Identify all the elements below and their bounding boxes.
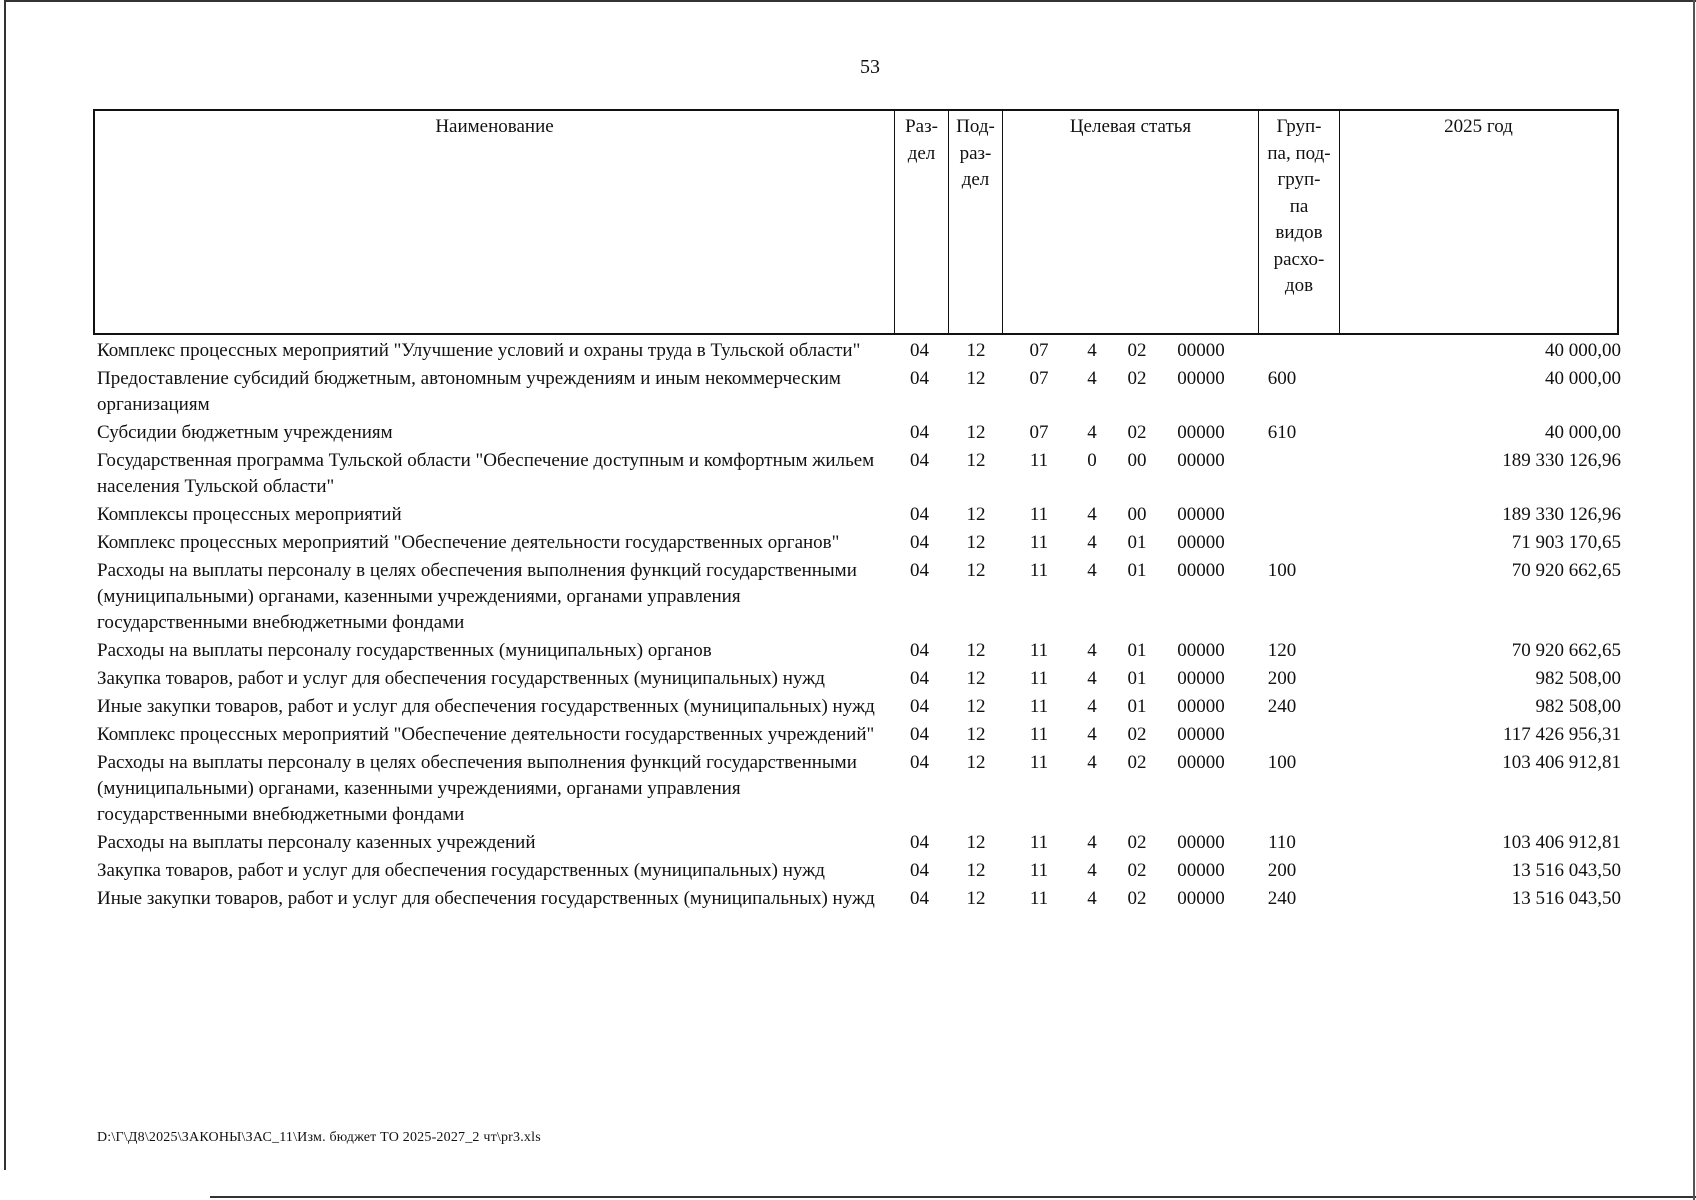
row-target-4: 00000	[1177, 860, 1225, 881]
row-amount: 103 406 912,81	[1502, 752, 1621, 773]
row-amount: 40 000,00	[1545, 368, 1621, 389]
file-path-footer: D:\Г\Д8\2025\ЗАКОНЫ\ЗАС_11\Изм. бюджет ТО 2025-2027_2 чт\pr3.xls	[97, 1130, 541, 1145]
header-expense-group: Груп- па, под- груп- па видов расхо- дов	[1259, 111, 1340, 333]
row-group: 110	[1268, 832, 1296, 853]
row-target-2: 4	[1087, 832, 1097, 853]
table-row	[97, 502, 1621, 528]
row-amount: 117 426 956,31	[1502, 724, 1621, 745]
row-amount: 982 508,00	[1535, 668, 1621, 689]
table-row	[97, 420, 1621, 446]
row-group	[1244, 530, 1320, 556]
row-podrazdel: 12	[966, 888, 986, 909]
row-group: 200	[1267, 860, 1297, 881]
row-name: Иные закупки товаров, работ и услуг для обеспечения государственных (муниципальных) нужд	[97, 888, 875, 909]
row-group: 610	[1267, 422, 1297, 443]
row-name: Закупка товаров, работ и услуг для обеспечения государственных (муниципальных) нужд	[97, 860, 825, 881]
row-podrazdel: 12	[966, 832, 986, 853]
row-podrazdel: 12	[966, 340, 986, 361]
row-target-2: 4	[1087, 422, 1097, 443]
row-target-3: 01	[1127, 532, 1147, 553]
row-target-4: 00000	[1177, 368, 1225, 389]
row-group: 600	[1267, 368, 1297, 389]
row-target-2: 4	[1087, 860, 1097, 881]
row-target-4: 00000	[1177, 696, 1225, 717]
table-row	[97, 558, 1621, 636]
row-target-4: 00000	[1177, 832, 1225, 853]
row-target-2: 4	[1087, 368, 1097, 389]
row-podrazdel: 12	[966, 368, 986, 389]
row-target-4: 00000	[1177, 888, 1225, 909]
row-target-1: 11	[1029, 640, 1049, 661]
row-target-3: 00	[1127, 450, 1147, 471]
row-razdel: 04	[910, 724, 929, 745]
row-podrazdel: 12	[966, 860, 986, 881]
row-target-2: 4	[1087, 888, 1097, 909]
row-target-1: 11	[1029, 560, 1049, 581]
row-target-4: 00000	[1177, 504, 1225, 525]
table-row	[97, 448, 1621, 500]
row-amount: 13 516 043,50	[1511, 888, 1621, 909]
row-target-4: 00000	[1177, 752, 1225, 773]
row-target-2: 4	[1087, 504, 1097, 525]
row-target-1: 11	[1029, 752, 1049, 773]
row-razdel: 04	[910, 532, 929, 553]
row-target-4: 00000	[1177, 668, 1225, 689]
table-row	[97, 750, 1621, 828]
table-row	[97, 830, 1621, 856]
row-group: 240	[1267, 696, 1297, 717]
row-target-3: 02	[1127, 832, 1147, 853]
row-target-2: 4	[1087, 668, 1097, 689]
row-target-3: 02	[1127, 724, 1147, 745]
row-podrazdel: 12	[966, 668, 986, 689]
scan-border-left	[4, 0, 6, 1170]
row-name: Субсидии бюджетным учреждениям	[97, 422, 393, 443]
row-razdel: 04	[910, 560, 929, 581]
row-target-3: 01	[1127, 696, 1147, 717]
row-razdel: 04	[910, 832, 929, 853]
row-target-2: 4	[1087, 340, 1097, 361]
row-amount: 103 406 912,81	[1502, 832, 1621, 853]
row-target-1: 11	[1029, 504, 1049, 525]
row-target-3: 02	[1127, 752, 1147, 773]
page-number: 53	[860, 56, 880, 78]
row-target-3: 02	[1127, 340, 1147, 361]
row-group: 240	[1267, 888, 1297, 909]
table-row	[97, 338, 1621, 364]
scan-border-top	[4, 0, 1696, 2]
row-group: 120	[1267, 640, 1297, 661]
header-razdel: Раз- дел	[895, 111, 949, 333]
row-name: Расходы на выплаты персоналу казенных учреждений	[97, 832, 536, 853]
budget-table-body	[97, 338, 1621, 914]
row-target-2: 4	[1087, 752, 1097, 773]
row-group	[1244, 338, 1320, 364]
row-amount: 189 330 126,96	[1502, 504, 1621, 525]
row-target-2: 4	[1087, 724, 1097, 745]
header-podrazdel: Под- раз- дел	[949, 111, 1003, 333]
row-target-1: 11	[1029, 532, 1049, 553]
row-group	[1244, 722, 1320, 748]
row-target-1: 11	[1029, 450, 1049, 471]
row-razdel: 04	[910, 450, 929, 471]
row-target-3: 02	[1127, 368, 1147, 389]
row-group: 200	[1267, 668, 1297, 689]
row-target-1: 11	[1029, 832, 1049, 853]
row-podrazdel: 12	[966, 422, 986, 443]
row-name: Закупка товаров, работ и услуг для обеспечения государственных (муниципальных) нужд	[97, 668, 825, 689]
row-name: Комплекс процессных мероприятий "Улучшение условий и охраны труда в Тульской области"	[97, 340, 861, 361]
row-name: Комплексы процессных мероприятий	[97, 504, 402, 525]
table-header	[93, 109, 1619, 335]
row-group: 100	[1267, 752, 1297, 773]
row-name: Расходы на выплаты персоналу государственных (муниципальных) органов	[97, 640, 712, 661]
row-group	[1244, 502, 1320, 528]
row-target-3: 00	[1127, 504, 1147, 525]
row-amount: 189 330 126,96	[1502, 450, 1621, 471]
row-target-2: 4	[1087, 640, 1097, 661]
row-razdel: 04	[910, 340, 929, 361]
table-row	[97, 666, 1621, 692]
scan-border-right	[1693, 0, 1695, 1200]
row-target-3: 02	[1127, 888, 1147, 909]
row-target-4: 00000	[1177, 640, 1225, 661]
row-razdel: 04	[910, 422, 929, 443]
row-razdel: 04	[910, 860, 929, 881]
table-row	[97, 858, 1621, 884]
row-amount: 71 903 170,65	[1511, 532, 1621, 553]
row-target-1: 07	[1029, 422, 1049, 443]
row-target-1: 07	[1029, 368, 1049, 389]
table-row	[97, 530, 1621, 556]
row-amount: 70 920 662,65	[1511, 560, 1621, 581]
row-target-3: 01	[1127, 560, 1147, 581]
header-name: Наименование	[95, 111, 895, 333]
row-target-4: 00000	[1177, 724, 1225, 745]
row-name: Предоставление субсидий бюджетным, автономным учреждениям и иным некоммерческим организациям	[97, 368, 841, 415]
row-target-2: 4	[1087, 560, 1097, 581]
scan-border-bottom	[210, 1196, 1696, 1198]
table-row	[97, 638, 1621, 664]
row-target-3: 02	[1127, 860, 1147, 881]
row-target-1: 11	[1029, 668, 1049, 689]
row-target-4: 00000	[1177, 422, 1225, 443]
row-podrazdel: 12	[966, 450, 986, 471]
row-target-4: 00000	[1177, 340, 1225, 361]
row-target-4: 00000	[1177, 532, 1225, 553]
row-podrazdel: 12	[966, 640, 986, 661]
row-razdel: 04	[910, 504, 929, 525]
row-razdel: 04	[910, 640, 929, 661]
row-podrazdel: 12	[966, 724, 986, 745]
row-target-1: 11	[1029, 724, 1049, 745]
row-amount: 13 516 043,50	[1511, 860, 1621, 881]
table-row	[97, 722, 1621, 748]
row-podrazdel: 12	[966, 696, 986, 717]
row-target-4: 00000	[1177, 560, 1225, 581]
row-name: Расходы на выплаты персоналу в целях обеспечения выполнения функций государственными (муниципальными) органами, казенными учреждениями, органами управления государственными внебюджетными фондами	[97, 752, 857, 825]
row-podrazdel: 12	[966, 560, 986, 581]
row-amount: 40 000,00	[1545, 422, 1621, 443]
row-group	[1244, 448, 1320, 500]
row-razdel: 04	[910, 752, 929, 773]
row-name: Комплекс процессных мероприятий "Обеспечение деятельности государственных учреждений"	[97, 724, 875, 745]
row-target-1: 11	[1029, 860, 1049, 881]
row-target-1: 07	[1029, 340, 1049, 361]
row-name: Иные закупки товаров, работ и услуг для обеспечения государственных (муниципальных) нужд	[97, 696, 875, 717]
row-razdel: 04	[910, 696, 929, 717]
row-name: Расходы на выплаты персоналу в целях обеспечения выполнения функций государственными (муниципальными) органами, казенными учреждениями, органами управления государственными внебюджетными фондами	[97, 560, 857, 633]
table-row	[97, 366, 1621, 418]
row-amount: 982 508,00	[1535, 696, 1621, 717]
row-podrazdel: 12	[966, 532, 986, 553]
row-target-2: 4	[1087, 532, 1097, 553]
table-row	[97, 694, 1621, 720]
row-target-1: 11	[1029, 696, 1049, 717]
row-target-2: 0	[1087, 450, 1097, 471]
row-razdel: 04	[910, 368, 929, 389]
row-amount: 70 920 662,65	[1511, 640, 1621, 661]
row-name: Комплекс процессных мероприятий "Обеспечение деятельности государственных органов"	[97, 532, 840, 553]
header-year-2025: 2025 год	[1444, 116, 1513, 137]
row-target-3: 01	[1127, 668, 1147, 689]
row-target-1: 11	[1029, 888, 1049, 909]
row-target-3: 01	[1127, 640, 1147, 661]
row-name: Государственная программа Тульской области "Обеспечение доступным и комфортным жильем населения Тульской области"	[97, 450, 875, 497]
row-amount: 40 000,00	[1545, 340, 1621, 361]
row-razdel: 04	[910, 888, 929, 909]
row-podrazdel: 12	[966, 752, 986, 773]
table-row	[97, 886, 1621, 912]
row-razdel: 04	[910, 668, 929, 689]
header-target-article: Целевая статья	[1003, 111, 1259, 333]
row-target-4: 00000	[1177, 450, 1225, 471]
row-podrazdel: 12	[966, 504, 986, 525]
row-target-3: 02	[1127, 422, 1147, 443]
row-target-2: 4	[1087, 696, 1097, 717]
row-group: 100	[1267, 560, 1297, 581]
